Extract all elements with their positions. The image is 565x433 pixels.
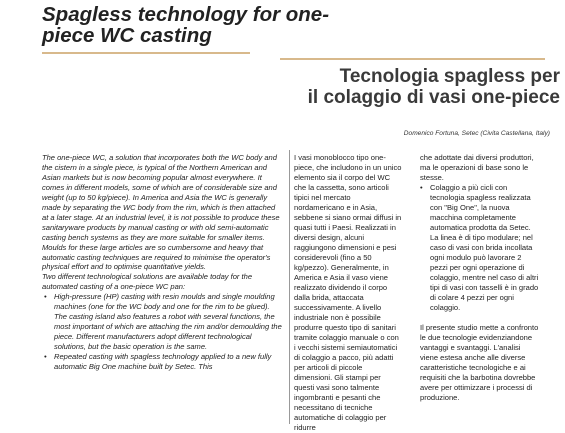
column-divider <box>289 150 290 424</box>
en-second-paragraph: Two different technological solutions are available today for the automated casting of a one-piece WC pan: <box>42 272 253 292</box>
en-bullet-item: • Repeated casting with spagless technology applied to a new fully automatic Big One machine built by Setec. This <box>42 352 283 372</box>
title-it-rule <box>280 58 545 60</box>
en-bullet-list <box>42 292 283 372</box>
it-col2-bullet: • Colaggio a più cicli con tecnologia spagless realizzata con "Big One", la nuova macchina completamente automatica prodotta da Setec. La linea è di tipo modulare; nel caso di vasi con brida incollata ogni modulo può lavorare 2 pezzi per ogni operazione di colaggio, mentre nel caso di altri tipi di vasi con tasselli è in grado di colare 4 pezzi per ogni colaggio. <box>420 183 540 313</box>
title-en-rule <box>42 52 250 54</box>
title-it <box>238 66 560 108</box>
paragraph-spacer <box>420 313 540 323</box>
author-credit: Domenico Fortuna, Setec (Civita Castellana, Italy) <box>403 130 550 137</box>
english-column <box>42 153 283 372</box>
italian-column-1: I vasi monoblocco tipo one-piece, che includono in un unico elemento sia il corpo del WC che la cassetta, sono articoli tipici nel mercato nordamericano e in Asia, sebbene si siano ormai diffusi in quasi tutti i Paesi. Realizzati in diversi design, alcuni raggiungono dimensioni e pesi considerevoli (fino a 50 kg/pezzo). Generalmente, in America e Asia il vaso viene realizzato dividendo il corpo dalla brida, attaccata successivamente. A livello industriale non è possibile produrre questo tipo di sanitari tramite colaggio manuale o con i vecchi sistemi semiautomatici di colaggio a pacco, più adatti per articoli di piccole dimensioni. Gli stampi per questi vasi sono talmente ingombranti e pesanti che necessitano di tecniche automatiche di colaggio per ridurre <box>294 153 402 432</box>
title-it-line2: il colaggio di vasi one-piece <box>307 87 560 108</box>
it-col2-text-c: Il presente studio mette a confronto le due tecnologie evidenziandone vantaggi e svantaggi. L'analisi viene estesa anche alle diverse caratteristiche tecnologiche e ai requisiti che la barbotina dovrebbe avere per ottimizzare i processi di produzione. <box>420 323 539 402</box>
title-en: Spagless technology for one-piece WC casting <box>42 3 330 47</box>
it-col2-text-a: che adottate dai diversi produttori, ma le operazioni di base sono le stesse. <box>420 153 534 182</box>
en-bullet-item: • High-pressure (HP) casting with resin moulds and single moulding machines (one for the WC body and one for the rim to be glued). The casting island also features a robot with several functions, the most important of which are attaching the rim and/or demoulding the piece. Different manufacturers adopt different technological solutions, but the basic operation is the same. <box>42 292 283 352</box>
title-it-line1: Tecnologia spagless per <box>339 66 560 87</box>
en-intro-paragraph: The one-piece WC, a solution that incorporates both the WC body and the cistern in a single piece, is typical of the Northern American and Asian markets but is now becoming popular almost everywhere. It comes in different models, some of which are of considerable size and weight (up to 50 kg/piece). In America and Asia the WC is generally made by separating the WC body from the rim, which is then attached at a later stage. At an industrial level, it is not possible to produce these sanitaryware products by manual casting or with old semi-automatic casting bench systems as they are more suitable for smaller items. Moulds for these large articles are so cumbersome and heavy that automatic casting techniques are required to minimise the operator's physical effort and to optimise quantitative yields. <box>42 153 280 272</box>
italian-column-2 <box>420 153 540 403</box>
